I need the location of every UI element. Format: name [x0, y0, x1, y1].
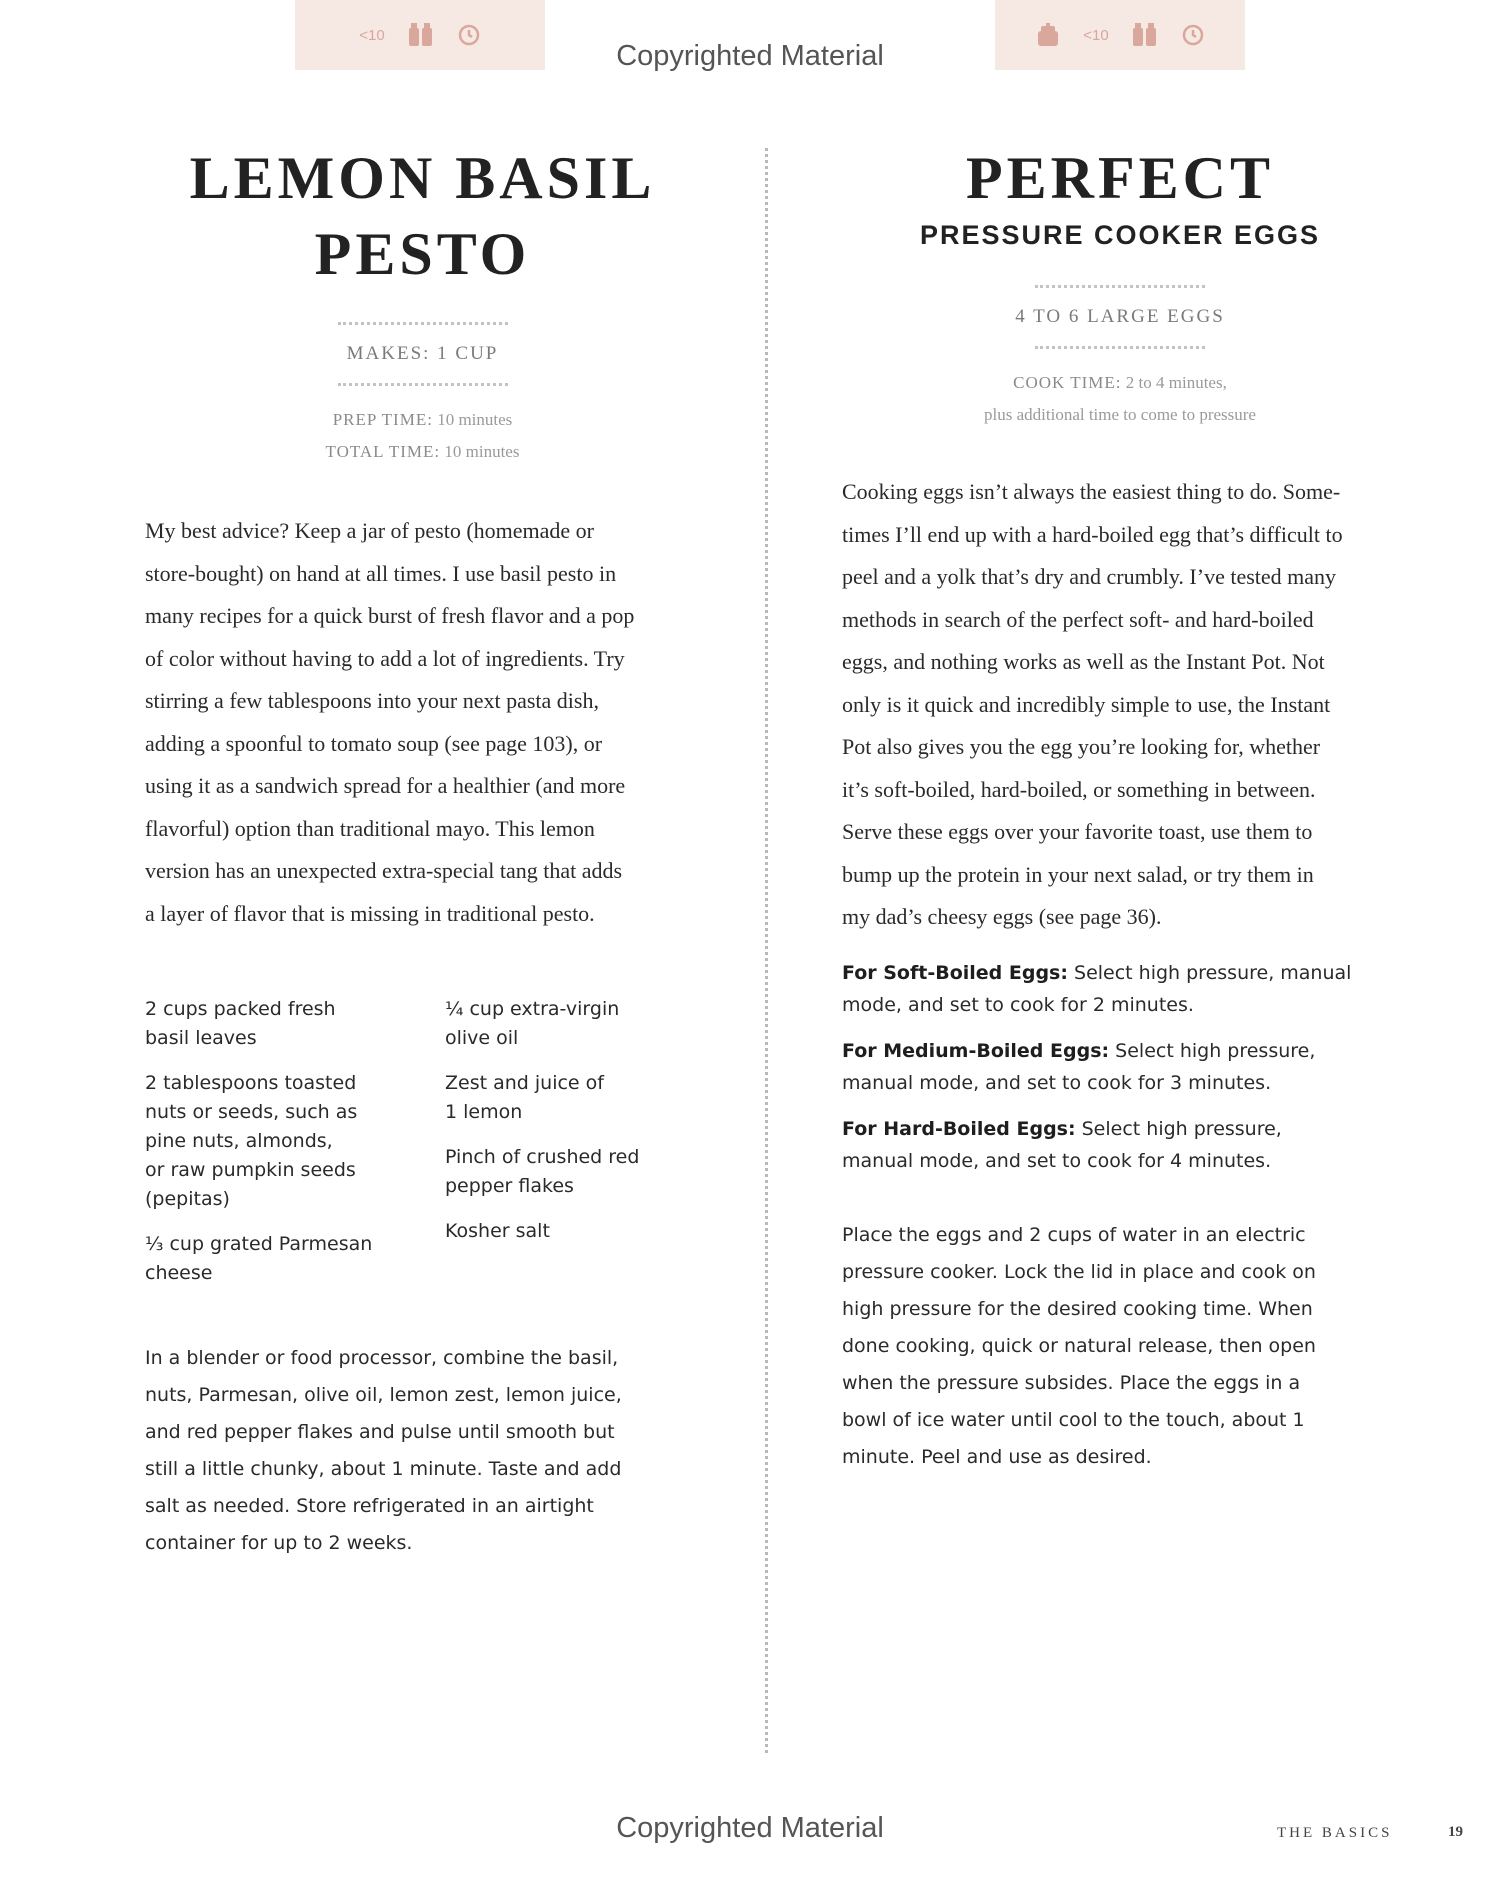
recipe-timing — [842, 367, 1398, 431]
option-text: Select high pressure, — [1109, 1039, 1316, 1062]
ingredient-line: (pepitas) — [145, 1188, 230, 1210]
ingredient-line: Kosher salt — [445, 1220, 550, 1242]
ingredients-list — [145, 995, 700, 1304]
method-line: and red pepper flakes and pulse until smooth but — [145, 1421, 615, 1443]
ingredient-line: nuts or seeds, such as — [145, 1101, 358, 1123]
option-text: Select high pressure, — [1075, 1117, 1282, 1140]
dotted-rule — [338, 383, 508, 386]
option-hard-boiled — [842, 1113, 1398, 1177]
watermark-top: Copyrighted Material — [616, 40, 884, 72]
option-text: mode, and set to cook for 2 minutes. — [842, 993, 1194, 1016]
ingredient-item — [445, 1069, 700, 1127]
method-line: pressure cooker. Lock the lid in place and cook on — [842, 1260, 1316, 1283]
intro-line: Pot also gives you the egg you’re looking for, whether — [842, 734, 1321, 759]
title-line-1: LEMON BASIL — [189, 145, 656, 211]
option-label: For Medium-Boiled Eggs: — [842, 1039, 1110, 1062]
intro-line: a layer of flavor that is missing in traditional pesto. — [145, 900, 595, 926]
intro-line: peel and a yolk that’s dry and crumbly. I’ve tested many — [842, 564, 1337, 589]
under-10-ingredients-label: <10 — [1083, 26, 1109, 44]
ingredients-column-1 — [145, 995, 445, 1304]
intro-line: Cooking eggs isn’t always the easiest thing to do. Some- — [842, 479, 1341, 504]
method-line: nuts, Parmesan, olive oil, lemon zest, lemon juice, — [145, 1384, 622, 1406]
intro-line: using it as a sandwich spread for a healthier (and more — [145, 773, 626, 798]
ingredient-line: pepper flakes — [445, 1175, 574, 1197]
recipe-method — [145, 1340, 700, 1562]
cook-time-value: 2 to 4 minutes, — [1125, 373, 1227, 392]
watermark-bottom: Copyrighted Material — [616, 1812, 884, 1844]
ingredient-line: or raw pumpkin seeds — [145, 1159, 356, 1181]
intro-line: My best advice? Keep a jar of pesto (homemade or — [145, 518, 594, 543]
method-line: bowl of ice water until cool to the touch, about 1 — [842, 1408, 1305, 1431]
column-divider — [765, 148, 768, 1753]
page-number: 19 — [1448, 1824, 1463, 1840]
intro-line: stirring a few tablespoons into your next pasta dish, — [145, 688, 599, 713]
method-line: salt as needed. Store refrigerated in an airtight — [145, 1495, 594, 1517]
method-line: minute. Peel and use as desired. — [842, 1445, 1152, 1468]
intro-line: store-bought) on hand at all times. I use basil pesto in — [145, 560, 617, 586]
intro-line: my dad’s cheesy eggs (see page 36). — [842, 904, 1162, 929]
intro-line: bump up the protein in your next salad, or try them in — [842, 861, 1314, 887]
option-text: manual mode, and set to cook for 4 minutes. — [842, 1149, 1272, 1172]
cook-time-label: COOK TIME: — [1013, 373, 1122, 392]
ingredient-item — [145, 1069, 445, 1214]
recipe-subtitle: PRESSURE COOKER EGGS — [919, 220, 1321, 250]
intro-line: only is it quick and incredibly simple to use, the Instant — [842, 691, 1331, 717]
total-time-value: 10 minutes — [444, 442, 520, 461]
ingredient-line: ¼ cup extra-virgin — [445, 998, 620, 1020]
ingredient-line: pine nuts, almonds, — [145, 1130, 333, 1152]
intro-line: times I’ll end up with a hard-boiled egg that’s difficult to — [842, 521, 1343, 547]
option-medium-boiled — [842, 1035, 1398, 1099]
intro-line: eggs, and nothing works as well as the Instant Pot. Not — [842, 649, 1325, 674]
total-time-label: TOTAL TIME: — [325, 442, 441, 461]
ingredient-item — [145, 1230, 445, 1288]
intro-line: it’s soft-boiled, hard-boiled, or something in between. — [842, 776, 1316, 802]
title-line-2: PESTO — [314, 221, 531, 287]
under-10-ingredients-label: <10 — [359, 26, 385, 44]
recipe-pressure-cooker-eggs — [842, 140, 1398, 1476]
ingredient-item — [445, 1217, 700, 1246]
method-line: when the pressure subsides. Place the eggs in a — [842, 1371, 1301, 1394]
option-text: Select high pressure, manual — [1067, 961, 1352, 984]
recipe-yield: MAKES: 1 CUP — [346, 343, 499, 364]
ingredient-line: Zest and juice of — [445, 1072, 604, 1094]
method-line: In a blender or food processor, combine the basil, — [145, 1347, 619, 1369]
recipe-intro — [145, 510, 700, 935]
option-text: manual mode, and set to cook for 3 minutes. — [842, 1071, 1272, 1094]
option-label: For Soft-Boiled Eggs: — [842, 961, 1068, 984]
prep-time-label: PREP TIME: — [332, 410, 433, 429]
recipe-method — [842, 1217, 1398, 1476]
intro-line: Serve these eggs over your favorite toast, use them to — [842, 819, 1313, 844]
ingredient-line: cheese — [145, 1262, 213, 1284]
dotted-rule — [1035, 346, 1205, 349]
ingredient-line: olive oil — [445, 1027, 519, 1049]
recipe-title — [145, 140, 700, 292]
intro-line: flavorful) option than traditional mayo. This lemon — [145, 815, 595, 841]
ingredient-line: 1 lemon — [445, 1101, 523, 1123]
ingredient-line: 2 cups packed fresh — [145, 998, 336, 1020]
footer-section-name: THE BASICS — [1277, 1825, 1393, 1841]
recipe-title: PERFECT — [965, 145, 1275, 211]
recipe-yield: 4 TO 6 LARGE EGGS — [1015, 306, 1225, 327]
method-line: done cooking, quick or natural release, then open — [842, 1334, 1316, 1357]
intro-line: version has an unexpected extra-special tang that adds — [145, 858, 623, 883]
method-line: container for up to 2 weeks. — [145, 1532, 413, 1554]
method-line: Place the eggs and 2 cups of water in an electric — [842, 1223, 1306, 1246]
dotted-rule — [338, 322, 508, 325]
cook-time-note: plus additional time to come to pressure — [984, 405, 1256, 424]
method-line: still a little chunky, about 1 minute. Taste and add — [145, 1458, 622, 1480]
recipe-timing — [145, 404, 700, 468]
intro-line: of color without having to add a lot of ingredients. Try — [145, 645, 625, 671]
recipe-intro — [842, 471, 1398, 939]
ingredient-line: 2 tablespoons toasted — [145, 1072, 357, 1094]
intro-line: many recipes for a quick burst of fresh flavor and a pop — [145, 603, 635, 628]
doneness-options — [842, 957, 1398, 1177]
recipe-lemon-basil-pesto — [145, 140, 700, 1562]
ingredients-column-2 — [445, 995, 700, 1304]
ingredient-line: Pinch of crushed red — [445, 1146, 640, 1168]
option-label: For Hard-Boiled Eggs: — [842, 1117, 1076, 1140]
ingredient-item — [445, 1143, 700, 1201]
intro-line: methods in search of the perfect soft- and hard-boiled — [842, 606, 1314, 632]
ingredient-item — [445, 995, 700, 1053]
method-line: high pressure for the desired cooking time. When — [842, 1297, 1313, 1320]
dotted-rule — [1035, 285, 1205, 288]
ingredient-line: ⅓ cup grated Parmesan — [145, 1233, 373, 1255]
option-soft-boiled — [842, 957, 1398, 1021]
ingredient-line: basil leaves — [145, 1027, 257, 1049]
prep-time-value: 10 minutes — [437, 410, 513, 429]
ingredient-item — [145, 995, 445, 1053]
intro-line: adding a spoonful to tomato soup (see page 103), or — [145, 730, 603, 756]
